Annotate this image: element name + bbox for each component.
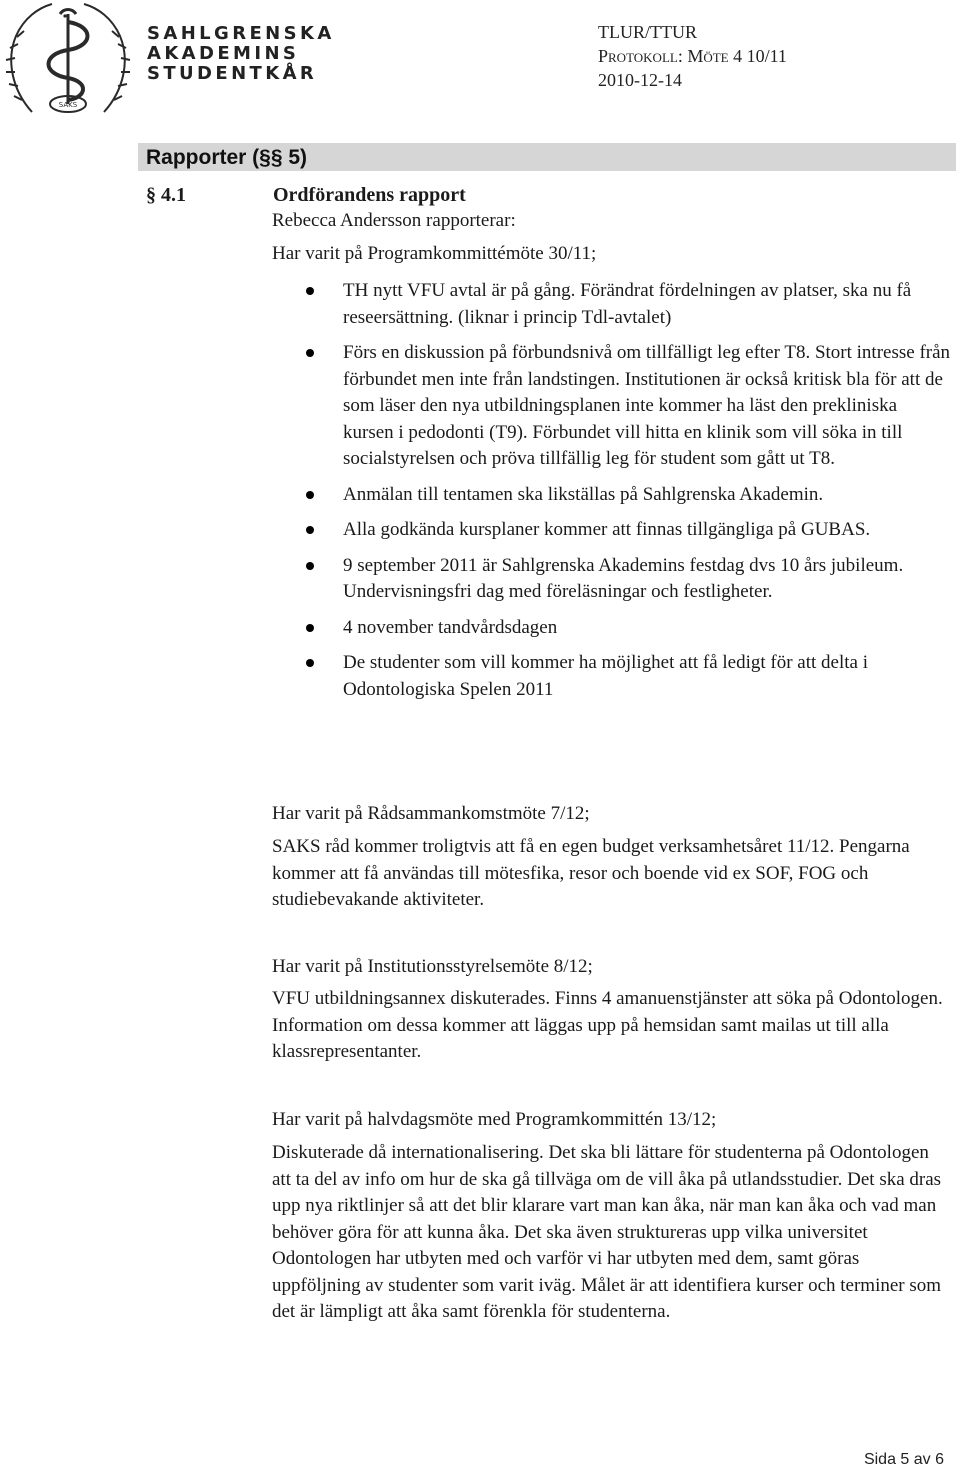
meeting-heading-radsammankomst: Har varit på Rådsammankomstmöte 7/12; <box>272 803 590 824</box>
bullet-icon <box>306 659 314 667</box>
organization-name <box>147 24 335 84</box>
org-line-1: SAHLGRENSKA <box>147 23 335 44</box>
meeting-heading-halvdagsmote: Har varit på halvdagsmöte med Programkommittén 13/12; <box>272 1109 717 1130</box>
saks-seal-logo <box>2 0 134 118</box>
item-number: § 4.1 <box>146 184 186 206</box>
list-item: Alla godkända kursplaner kommer att finnas tillgängliga på GUBAS. <box>300 517 952 544</box>
protocol-label: Protokoll: Möte 4 10/11 <box>598 46 787 66</box>
institutionsstyrelse-text: VFU utbildningsannex diskuterades. Finns 4 amanuenstjänster att söka på Odontologen. Information om dessa kommer att läggas upp på hemsidan samt mailas ut till alla klassrepresentanter. <box>272 988 943 1062</box>
item-heading <box>146 182 466 208</box>
list-item: Anmälan till tentamen ska likställas på Sahlgrenska Akademin. <box>300 482 952 509</box>
page-header <box>0 0 960 120</box>
programkommitte-bullet-list <box>300 278 952 712</box>
meeting-heading-programkommitte: Har varit på Programkommittémöte 30/11; <box>272 243 597 264</box>
document-meta <box>598 20 787 92</box>
section-heading: Rapporter (§§ 5) <box>138 143 956 171</box>
halvdagsmote-text: Diskuterade då internationalisering. Det ska bli lättare för studenterna på Odontologen att ta del av info om hur de ska gå tillväga om de vill åka på utlandsstudier. Det ska dras upp nya riktlinjer så att det blir klarare vart man kan åka, när man kan åka och vad man behöver göra för att kunna åka. Det ska även struktureras upp vilka universitet Odontologen har utbyten med och varför vi har utbyten med dem, samt göras uppföljning av studenter som varit iväg. Målet är att identifiera kurser och terminer som det är lämpligt att åka samt förenkla för studenterna. <box>272 1142 942 1322</box>
seal-monogram: SAKS <box>58 101 78 109</box>
org-line-2: AKADEMINS <box>147 43 300 64</box>
meeting-heading-institutionsstyrelse: Har varit på Institutionsstyrelsemöte 8/12; <box>272 956 593 977</box>
list-item: 9 september 2011 är Sahlgrenska Akademins festdag dvs 10 års jubileum. Undervisningsfri dag med föreläsningar och festligheter. <box>300 553 952 606</box>
page-number: Sida 5 av 6 <box>863 1451 944 1468</box>
bullet-icon <box>306 562 314 570</box>
list-item: TH nytt VFU avtal är på gång. Förändrat fördelningen av platser, ska nu få reseersättning. (liknar i princip Tdl-avtalet) <box>300 278 952 331</box>
bullet-icon <box>306 349 314 357</box>
item-title: Ordförandens rapport <box>273 184 466 206</box>
bullet-icon <box>306 287 314 295</box>
meeting-date: 2010-12-14 <box>598 70 682 90</box>
radsammankomst-text: SAKS råd kommer troligtvis att få en egen budget verksamhetsåret 11/12. Pengarna kommer att få användas till mötesfika, resor och boende vid ex SOF, FOG och studiebevakande aktiviteter. <box>272 836 910 910</box>
list-item: 4 november tandvårdsdagen <box>300 615 952 642</box>
bullet-icon <box>306 491 314 499</box>
reporter-line: Rebecca Andersson rapporterar: <box>272 210 516 231</box>
bullet-icon <box>306 624 314 632</box>
list-item: Förs en diskussion på förbundsnivå om tillfälligt leg efter T8. Stort intresse från förbundet men inte från landstingen. Institutionen är också kritisk bla för att de som läser den nya utbildningsplanen inte kommer ha läst den prekliniska kursen i pedodonti (T9). Förbundet vill hitta en klinik som vill söka in till socialstyrelsen och pröva tillfällig leg för student som gått ut T8. <box>300 340 952 473</box>
list-item: De studenter som vill kommer ha möjlighet att få ledigt för att delta i Odontologiska Spelen 2011 <box>300 650 952 703</box>
org-line-3: STUDENTKÅR <box>147 63 318 84</box>
committee-name: TLUR/TTUR <box>598 22 697 42</box>
bullet-icon <box>306 526 314 534</box>
